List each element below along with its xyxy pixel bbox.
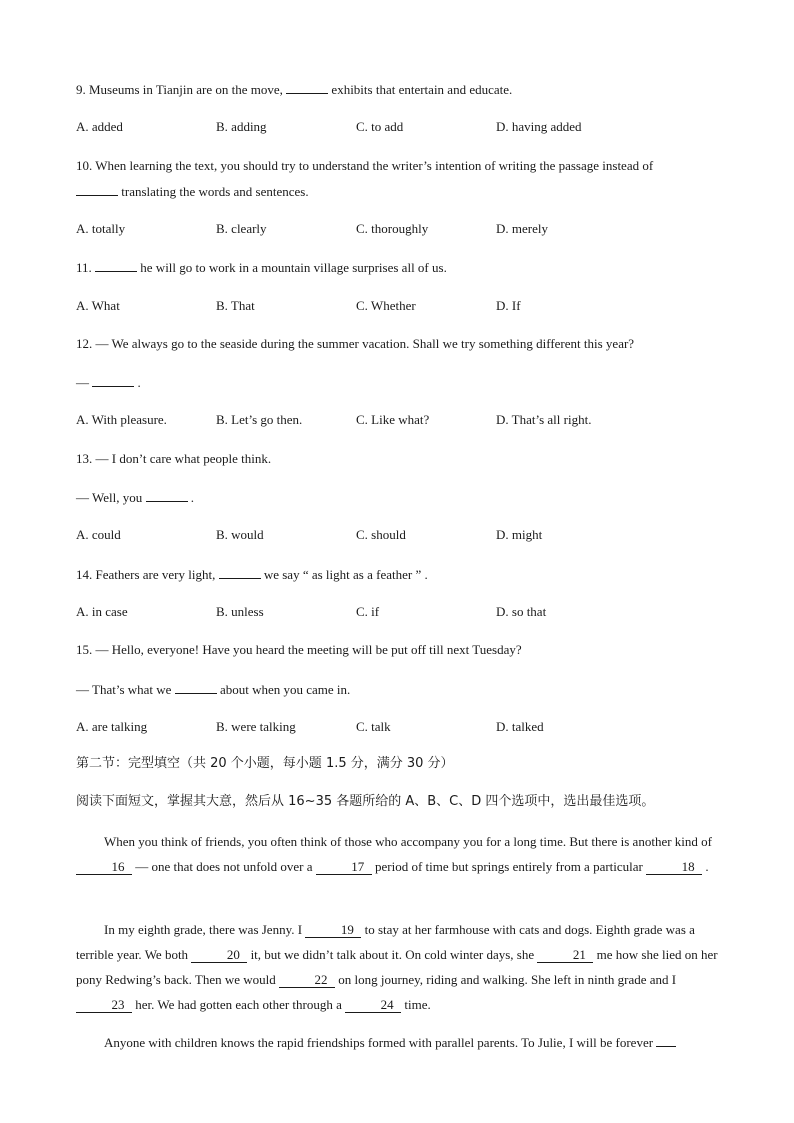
option-c: C. to add [356,119,404,134]
option-a: A. added [76,119,123,134]
option-c: C. thoroughly [356,221,429,236]
option-d: D. having added [496,119,582,134]
option-d: D. so that [496,604,547,619]
option-c: C. talk [356,719,391,734]
option-c: C. if [356,604,380,619]
option-a: A. in case [76,604,128,619]
answer-blank [286,81,328,94]
question-13-stem: 13. — I don’t care what people think. [76,451,272,466]
passage-paragraph-1: When you think of friends, you often think of those who accompany you for a long time. But there is another kind of 16 — one that does not unfold over a 17 period of time but springs entirely from a particular 18 . [76,829,726,879]
question-11-stem: 11. he will go to work in a mountain village surprises all of us. [76,260,447,275]
question-10-stem-cont: translating the words and sentences. [76,183,309,200]
blank-18: 18 [646,860,702,875]
option-d: D. talked [496,719,544,734]
option-a: A. totally [76,221,126,236]
question-9-stem: 9. Museums in Tianjin are on the move, exhibits that entertain and educate. [76,82,513,97]
option-c: C. Like what? [356,412,430,427]
question-15-reply: — That’s what we about when you came in. [76,682,351,697]
option-b: B. would [216,527,264,542]
option-b: B. That [216,298,255,313]
option-c: C. should [356,527,406,542]
blank-25 [656,1046,676,1047]
option-a: A. With pleasure. [76,412,167,427]
blank-23: 23 [76,998,132,1013]
option-a: A. could [76,527,121,542]
blank-24: 24 [345,998,401,1013]
option-a: A. are talking [76,719,148,734]
section-title: 第二节：完型填空（共 20 个小题，每小题 1.5 分，满分 30 分） [76,756,454,771]
option-d: D. That’s all right. [496,412,592,427]
option-a: A. What [76,298,120,313]
answer-blank [146,489,188,502]
blank-22: 22 [279,973,335,988]
question-14-stem: 14. Feathers are very light, we say “ as light as a feather ” . [76,567,428,582]
blank-20: 20 [191,948,247,963]
blank-21: 21 [537,948,593,963]
answer-blank [76,183,118,196]
blank-16: 16 [76,860,132,875]
answer-blank [95,259,137,272]
option-d: D. might [496,527,543,542]
passage-paragraph-3: Anyone with children knows the rapid friendships formed with parallel parents. To Julie, I will be forever [76,1030,726,1055]
question-15-stem: 15. — Hello, everyone! Have you heard the meeting will be put off till next Tuesday? [76,642,522,657]
option-b: B. Let’s go then. [216,412,303,427]
question-12-reply: — . [76,375,141,390]
answer-blank [92,374,134,387]
question-13-reply: — Well, you . [76,490,194,505]
passage-paragraph-2: In my eighth grade, there was Jenny. I 19 to stay at her farmhouse with cats and dogs. Eighth grade was a terrible year. We both 20 it, but we didn’t talk about it. On cold winter days, she 21 me how she lied on her pony Redwing’s back. Then we would 22 on long journey, riding and walking. She left in ninth grade and I 23 her. We had gotten each other through a 24 time. [76,922,718,1012]
blank-19: 19 [305,923,361,938]
answer-blank [219,566,261,579]
option-b: B. unless [216,604,264,619]
option-d: D. merely [496,221,548,236]
option-b: B. clearly [216,221,267,236]
option-d: D. If [496,298,521,313]
option-b: B. adding [216,119,267,134]
blank-17: 17 [316,860,372,875]
answer-blank [175,681,217,694]
question-10-stem: 10. When learning the text, you should try to understand the writer’s intention of writing the passage instead of [76,158,654,173]
section-instruction: 阅读下面短文，掌握其大意，然后从 16~35 各题所给的 A、B、C、D 四个选项中，选出最佳选项。 [76,794,655,809]
option-c: C. Whether [356,298,416,313]
option-b: B. were talking [216,719,296,734]
question-12-stem: 12. — We always go to the seaside during the summer vacation. Shall we try something different this year? [76,336,635,351]
